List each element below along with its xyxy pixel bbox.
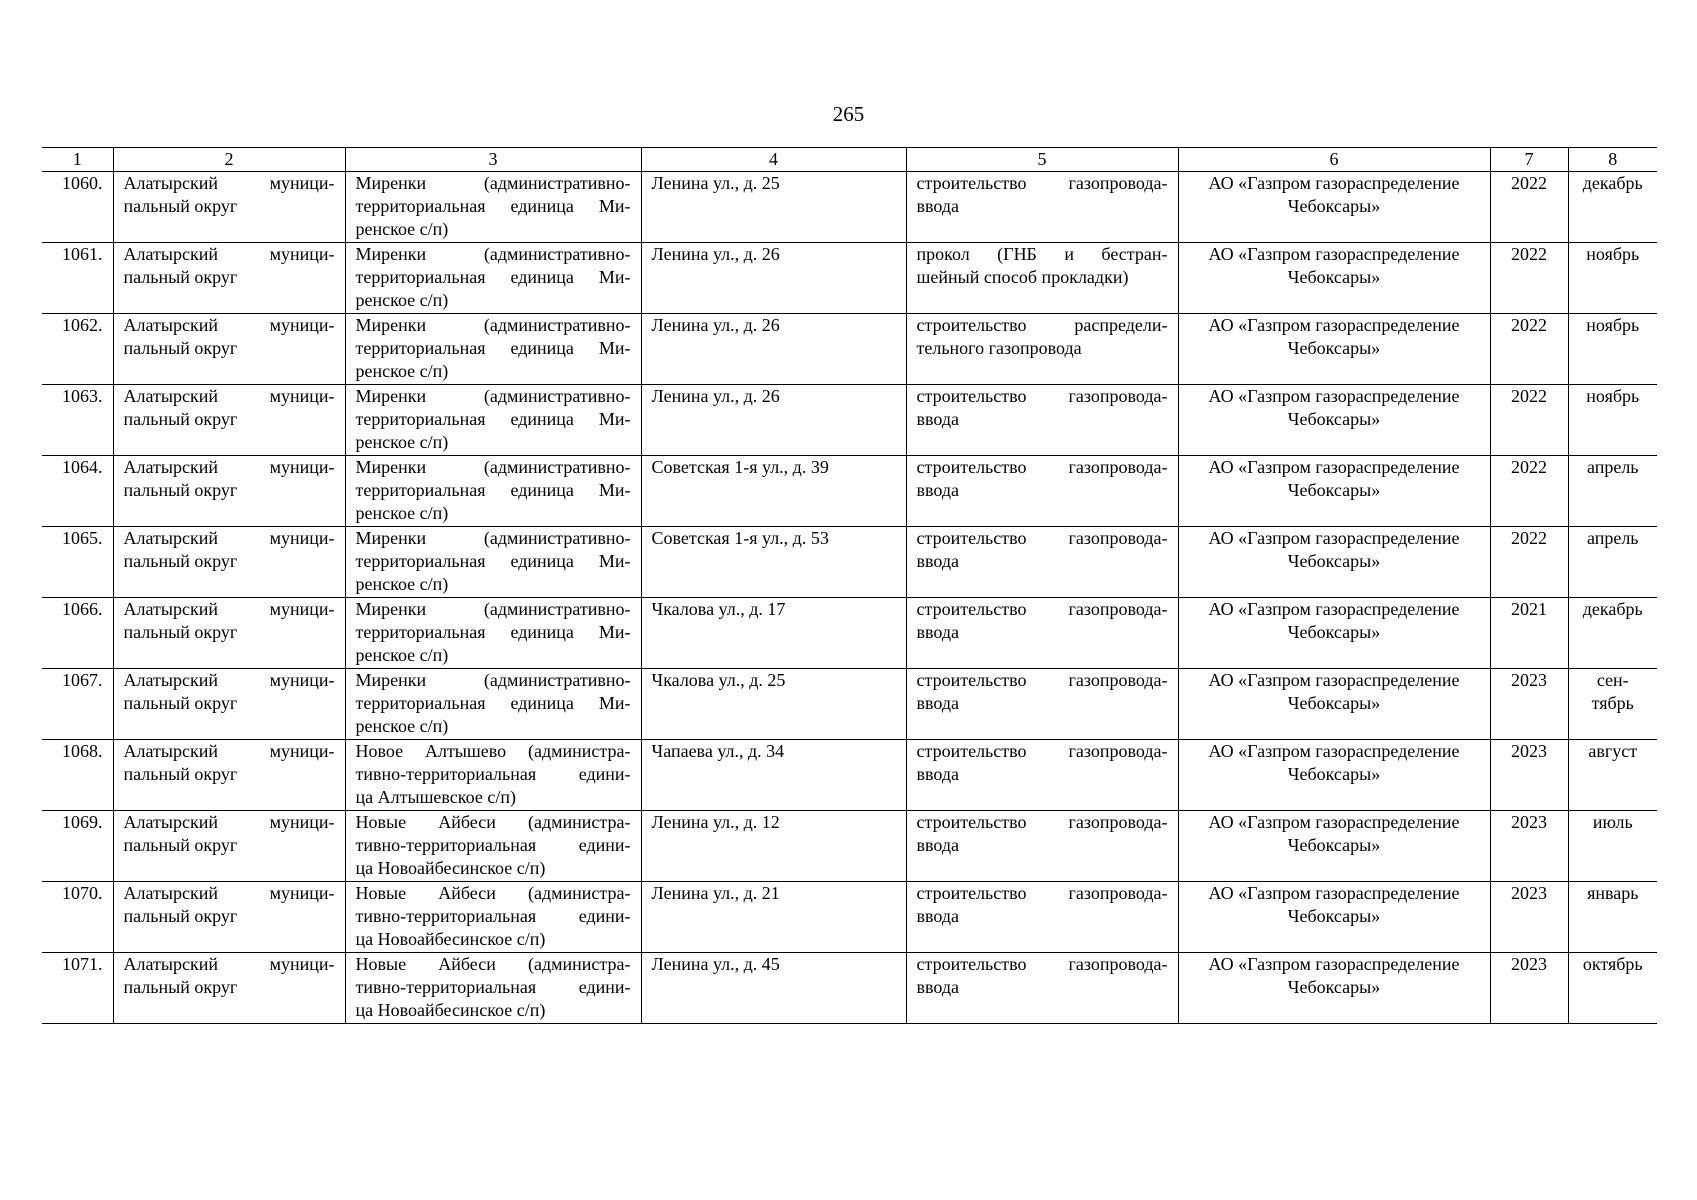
month-cell <box>1568 882 1657 953</box>
cell-line: АО «Газпром газораспределение <box>1208 670 1460 690</box>
cell-line: территориальная единица Ми- <box>355 551 631 571</box>
district-cell <box>113 527 345 598</box>
cell-line: АО «Газпром газораспределение <box>1208 954 1460 974</box>
cell-line: Алатырский муници- <box>123 741 335 761</box>
table-row <box>42 172 1657 243</box>
cell-line: строительство газопровода- <box>916 528 1168 548</box>
cell-line: ввода <box>916 480 960 500</box>
work-type-cell <box>906 456 1178 527</box>
cell-line: Новые Айбеси (администра- <box>355 883 631 903</box>
locality-cell <box>345 172 641 243</box>
cell-line: ввода <box>916 764 960 784</box>
cell-line: ввода <box>916 622 960 642</box>
table-row <box>42 953 1657 1024</box>
cell-line: апрель <box>1586 528 1639 548</box>
row-number: 1070. <box>42 882 113 953</box>
cell-line: пальный округ <box>123 338 238 358</box>
table-row <box>42 314 1657 385</box>
year-cell: 2022 <box>1490 456 1568 527</box>
column-header: 1 <box>42 148 113 172</box>
row-number: 1066. <box>42 598 113 669</box>
cell-line: АО «Газпром газораспределение <box>1208 386 1460 406</box>
cell-line: ввода <box>916 693 960 713</box>
cell-line: Чебоксары» <box>1287 906 1381 926</box>
cell-line: территориальная единица Ми- <box>355 338 631 358</box>
work-type-cell <box>906 740 1178 811</box>
cell-line: строительство газопровода- <box>916 386 1168 406</box>
cell-line: ввода <box>916 409 960 429</box>
cell-line: Миренки (административно- <box>355 457 631 477</box>
cell-line: тябрь <box>1591 693 1634 713</box>
organization-cell <box>1178 598 1490 669</box>
cell-line: ренское с/п) <box>355 716 449 736</box>
cell-line: строительство газопровода- <box>916 457 1168 477</box>
cell-line: Алатырский муници- <box>123 244 335 264</box>
cell-line: ренское с/п) <box>355 574 449 594</box>
cell-line: пальный округ <box>123 267 238 287</box>
work-type-cell <box>906 385 1178 456</box>
cell-line: тивно-территориальная едини- <box>355 977 631 997</box>
table-row <box>42 456 1657 527</box>
district-cell <box>113 172 345 243</box>
cell-line: ноябрь <box>1586 386 1640 406</box>
cell-line: Миренки (административно- <box>355 315 631 335</box>
cell-line: строительство газопровода- <box>916 670 1168 690</box>
work-type-cell <box>906 882 1178 953</box>
cell-line: пальный округ <box>123 764 238 784</box>
cell-line: АО «Газпром газораспределение <box>1208 883 1460 903</box>
cell-line: пальный округ <box>123 409 238 429</box>
cell-line: Чебоксары» <box>1287 409 1381 429</box>
cell-line: ренское с/п) <box>355 361 449 381</box>
cell-line: пальный округ <box>123 693 238 713</box>
address-cell: Советская 1-я ул., д. 39 <box>641 456 906 527</box>
cell-line: пальный округ <box>123 622 238 642</box>
address-cell: Чкалова ул., д. 17 <box>641 598 906 669</box>
year-cell: 2022 <box>1490 527 1568 598</box>
organization-cell <box>1178 172 1490 243</box>
row-number: 1060. <box>42 172 113 243</box>
cell-line: ноябрь <box>1586 244 1640 264</box>
column-header: 5 <box>906 148 1178 172</box>
cell-line: строительство газопровода- <box>916 954 1168 974</box>
cell-line: ца Новоайбесинское с/п) <box>355 929 546 949</box>
cell-line: Чебоксары» <box>1287 338 1381 358</box>
cell-line: Чебоксары» <box>1287 267 1381 287</box>
district-cell <box>113 953 345 1024</box>
address-cell: Чкалова ул., д. 25 <box>641 669 906 740</box>
cell-line: АО «Газпром газораспределение <box>1208 528 1460 548</box>
cell-line: июль <box>1592 812 1633 832</box>
year-cell: 2021 <box>1490 598 1568 669</box>
cell-line: Алатырский муници- <box>123 173 335 193</box>
row-number: 1063. <box>42 385 113 456</box>
cell-line: ввода <box>916 906 960 926</box>
cell-line: Миренки (административно- <box>355 244 631 264</box>
cell-line: прокол (ГНБ и бестран- <box>916 244 1168 264</box>
organization-cell <box>1178 882 1490 953</box>
year-cell: 2022 <box>1490 172 1568 243</box>
cell-line: Новые Айбеси (администра- <box>355 954 631 974</box>
organization-cell <box>1178 811 1490 882</box>
cell-line: Алатырский муници- <box>123 670 335 690</box>
locality-cell <box>345 811 641 882</box>
organization-cell <box>1178 243 1490 314</box>
cell-line: декабрь <box>1582 173 1643 193</box>
cell-line: ца Новоайбесинское с/п) <box>355 1000 546 1020</box>
column-header: 3 <box>345 148 641 172</box>
work-type-cell <box>906 314 1178 385</box>
cell-line: Чебоксары» <box>1287 480 1381 500</box>
work-type-cell <box>906 953 1178 1024</box>
month-cell <box>1568 385 1657 456</box>
work-type-cell <box>906 243 1178 314</box>
table-row <box>42 527 1657 598</box>
organization-cell <box>1178 527 1490 598</box>
cell-line: АО «Газпром газораспределение <box>1208 599 1460 619</box>
district-cell <box>113 740 345 811</box>
cell-line: тивно-территориальная едини- <box>355 764 631 784</box>
year-cell: 2022 <box>1490 243 1568 314</box>
cell-line: ввода <box>916 196 960 216</box>
row-number: 1071. <box>42 953 113 1024</box>
locality-cell <box>345 456 641 527</box>
cell-line: Чебоксары» <box>1287 835 1381 855</box>
month-cell <box>1568 811 1657 882</box>
row-number: 1069. <box>42 811 113 882</box>
cell-line: АО «Газпром газораспределение <box>1208 244 1460 264</box>
cell-line: АО «Газпром газораспределение <box>1208 173 1460 193</box>
address-cell: Ленина ул., д. 26 <box>641 314 906 385</box>
cell-line: октябрь <box>1582 954 1643 974</box>
year-cell: 2023 <box>1490 740 1568 811</box>
table-row <box>42 740 1657 811</box>
organization-cell <box>1178 953 1490 1024</box>
table-row <box>42 882 1657 953</box>
cell-line: пальный округ <box>123 196 238 216</box>
year-cell: 2023 <box>1490 882 1568 953</box>
locality-cell <box>345 385 641 456</box>
cell-line: Чебоксары» <box>1287 977 1381 997</box>
cell-line: шейный способ прокладки) <box>916 267 1129 287</box>
table-row <box>42 811 1657 882</box>
cell-line: сен- <box>1596 670 1629 690</box>
cell-line: территориальная единица Ми- <box>355 267 631 287</box>
cell-line: строительство газопровода- <box>916 812 1168 832</box>
cell-line: Алатырский муници- <box>123 386 335 406</box>
cell-line: ввода <box>916 551 960 571</box>
column-header: 6 <box>1178 148 1490 172</box>
cell-line: Алатырский муници- <box>123 528 335 548</box>
cell-line: территориальная единица Ми- <box>355 196 631 216</box>
locality-cell <box>345 953 641 1024</box>
cell-line: пальный округ <box>123 906 238 926</box>
organization-cell <box>1178 669 1490 740</box>
cell-line: Алатырский муници- <box>123 315 335 335</box>
district-cell <box>113 669 345 740</box>
locality-cell <box>345 243 641 314</box>
locality-cell <box>345 882 641 953</box>
cell-line: Чебоксары» <box>1287 196 1381 216</box>
cell-line: Новые Айбеси (администра- <box>355 812 631 832</box>
cell-line: Миренки (административно- <box>355 386 631 406</box>
cell-line: Чебоксары» <box>1287 764 1381 784</box>
cell-line: ренское с/п) <box>355 219 449 239</box>
column-header: 7 <box>1490 148 1568 172</box>
column-header: 8 <box>1568 148 1657 172</box>
cell-line: ноябрь <box>1586 315 1640 335</box>
work-type-cell <box>906 669 1178 740</box>
locality-cell <box>345 314 641 385</box>
cell-line: строительство газопровода- <box>916 599 1168 619</box>
cell-line: Новое Алтышево (администра- <box>355 741 631 761</box>
month-cell <box>1568 172 1657 243</box>
year-cell: 2022 <box>1490 385 1568 456</box>
column-numbers-row <box>42 148 1657 172</box>
address-cell: Ленина ул., д. 45 <box>641 953 906 1024</box>
district-cell <box>113 456 345 527</box>
locality-cell <box>345 598 641 669</box>
cell-line: АО «Газпром газораспределение <box>1208 457 1460 477</box>
cell-line: территориальная единица Ми- <box>355 480 631 500</box>
month-cell <box>1568 669 1657 740</box>
cell-line: ренское с/п) <box>355 503 449 523</box>
organization-cell <box>1178 456 1490 527</box>
address-cell: Ленина ул., д. 12 <box>641 811 906 882</box>
cell-line: АО «Газпром газораспределение <box>1208 812 1460 832</box>
cell-line: пальный округ <box>123 551 238 571</box>
cell-line: строительство газопровода- <box>916 741 1168 761</box>
district-cell <box>113 385 345 456</box>
organization-cell <box>1178 740 1490 811</box>
cell-line: пальный округ <box>123 977 238 997</box>
cell-line: Алатырский муници- <box>123 599 335 619</box>
cell-line: территориальная единица Ми- <box>355 693 631 713</box>
cell-line: строительство газопровода- <box>916 173 1168 193</box>
cell-line: Алатырский муници- <box>123 812 335 832</box>
row-number: 1065. <box>42 527 113 598</box>
cell-line: строительство распредели- <box>916 315 1168 335</box>
address-cell: Ленина ул., д. 26 <box>641 243 906 314</box>
month-cell <box>1568 740 1657 811</box>
district-cell <box>113 598 345 669</box>
organization-cell <box>1178 314 1490 385</box>
cell-line: АО «Газпром газораспределение <box>1208 315 1460 335</box>
cell-line: Алатырский муници- <box>123 883 335 903</box>
cell-line: ца Новоайбесинское с/п) <box>355 858 546 878</box>
cell-line: тивно-территориальная едини- <box>355 906 631 926</box>
cell-line: декабрь <box>1582 599 1643 619</box>
address-cell: Ленина ул., д. 26 <box>641 385 906 456</box>
cell-line: Миренки (административно- <box>355 670 631 690</box>
month-cell <box>1568 598 1657 669</box>
cell-line: Чебоксары» <box>1287 551 1381 571</box>
work-type-cell <box>906 172 1178 243</box>
work-type-cell <box>906 598 1178 669</box>
row-number: 1067. <box>42 669 113 740</box>
cell-line: АО «Газпром газораспределение <box>1208 741 1460 761</box>
cell-line: январь <box>1587 883 1639 903</box>
cell-line: Миренки (административно- <box>355 173 631 193</box>
locality-cell <box>345 527 641 598</box>
locality-cell <box>345 669 641 740</box>
cell-line: тельного газопровода <box>916 338 1082 358</box>
table-row <box>42 385 1657 456</box>
month-cell <box>1568 953 1657 1024</box>
district-cell <box>113 243 345 314</box>
address-cell: Советская 1-я ул., д. 53 <box>641 527 906 598</box>
cell-line: Чебоксары» <box>1287 622 1381 642</box>
month-cell <box>1568 527 1657 598</box>
cell-line: пальный округ <box>123 835 238 855</box>
work-type-cell <box>906 811 1178 882</box>
cell-line: территориальная единица Ми- <box>355 409 631 429</box>
cell-line: Чебоксары» <box>1287 693 1381 713</box>
organization-cell <box>1178 385 1490 456</box>
cell-line: ввода <box>916 835 960 855</box>
cell-line: ренское с/п) <box>355 645 449 665</box>
cell-line: ца Алтышевское с/п) <box>355 787 516 807</box>
cell-line: Миренки (административно- <box>355 599 631 619</box>
page-number: 265 <box>832 102 865 126</box>
district-cell <box>113 882 345 953</box>
cell-line: пальный округ <box>123 480 238 500</box>
table-row <box>42 669 1657 740</box>
cell-line: тивно-территориальная едини- <box>355 835 631 855</box>
month-cell <box>1568 243 1657 314</box>
cell-line: ренское с/п) <box>355 290 449 310</box>
column-header: 2 <box>113 148 345 172</box>
month-cell <box>1568 456 1657 527</box>
work-type-cell <box>906 527 1178 598</box>
cell-line: Алатырский муници- <box>123 457 335 477</box>
table-row <box>42 243 1657 314</box>
address-cell: Чапаева ул., д. 34 <box>641 740 906 811</box>
district-cell <box>113 811 345 882</box>
column-header: 4 <box>641 148 906 172</box>
locality-cell <box>345 740 641 811</box>
row-number: 1061. <box>42 243 113 314</box>
year-cell: 2023 <box>1490 669 1568 740</box>
month-cell <box>1568 314 1657 385</box>
cell-line: территориальная единица Ми- <box>355 622 631 642</box>
row-number: 1062. <box>42 314 113 385</box>
address-cell: Ленина ул., д. 25 <box>641 172 906 243</box>
cell-line: август <box>1588 741 1638 761</box>
year-cell: 2022 <box>1490 314 1568 385</box>
cell-line: Миренки (административно- <box>355 528 631 548</box>
year-cell: 2023 <box>1490 811 1568 882</box>
registry-table <box>42 147 1657 1024</box>
cell-line: ренское с/п) <box>355 432 449 452</box>
year-cell: 2023 <box>1490 953 1568 1024</box>
row-number: 1068. <box>42 740 113 811</box>
cell-line: ввода <box>916 977 960 997</box>
address-cell: Ленина ул., д. 21 <box>641 882 906 953</box>
table-header <box>42 148 1657 172</box>
district-cell <box>113 314 345 385</box>
cell-line: Алатырский муници- <box>123 954 335 974</box>
cell-line: апрель <box>1586 457 1639 477</box>
cell-line: строительство газопровода- <box>916 883 1168 903</box>
table-body <box>42 172 1657 1024</box>
row-number: 1064. <box>42 456 113 527</box>
table-row <box>42 598 1657 669</box>
